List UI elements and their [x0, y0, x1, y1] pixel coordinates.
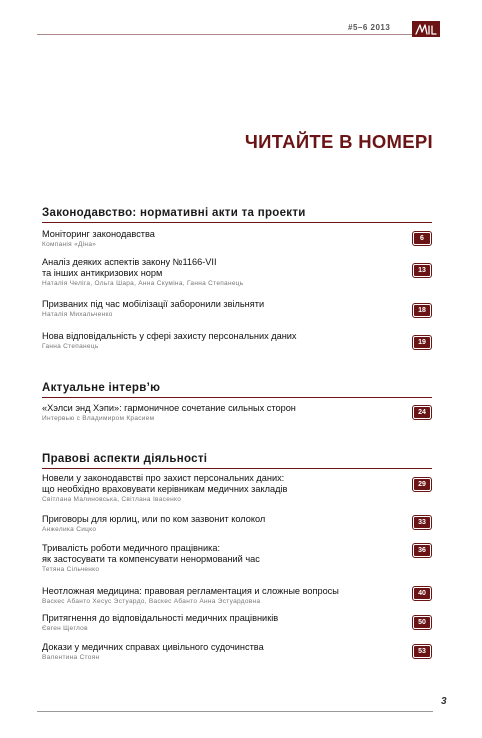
page-number-badge: 33 — [412, 515, 432, 530]
section-title: Законодавство: нормативні акти та проекти — [42, 207, 306, 219]
page-number-badge: 36 — [412, 543, 432, 558]
entry-title: Моніторинг законодавства — [42, 229, 155, 239]
toc-entry[interactable] — [42, 543, 434, 573]
entry-title: «Хэлси энд Хэпи»: гармоничное сочетание сильных сторон — [42, 403, 296, 413]
entry-author: Світлана Малиновська, Світлана Івасенко — [42, 496, 182, 503]
entry-author: Наталія Михальченко — [42, 311, 113, 318]
toc-entry[interactable] — [42, 473, 434, 503]
section-legislation — [42, 207, 434, 223]
entry-author: Валентина Стоян — [42, 654, 100, 661]
entry-author: Васкес Абанто Хесус Эстуардо, Васкес Абанто Анна Эстуардовна — [42, 598, 261, 605]
entry-author: Євген Щеглов — [42, 625, 88, 632]
entry-title-line-2: та інших антикризових норм — [42, 268, 163, 278]
logo-mark-icon — [414, 23, 438, 35]
entry-title: Неотложная медицина: правовая регламентация и сложные вопросы — [42, 586, 339, 596]
entry-author: Анжелика Сицко — [42, 526, 97, 533]
entry-title-line-2: що необхідно враховувати керівникам медичних закладів — [42, 484, 288, 494]
toc-entry[interactable] — [42, 299, 434, 318]
page-number: 3 — [441, 696, 447, 707]
entry-author: Интервью с Владимиром Красием — [42, 415, 155, 422]
entry-title-line-2: як застосувати та компенсувати ненормований час — [42, 554, 260, 564]
entry-author: Ганна Степанець — [42, 343, 99, 350]
page-number-badge: 29 — [412, 477, 432, 492]
section-title: Актуальне інтерв’ю — [42, 382, 161, 394]
toc-entry[interactable] — [42, 586, 434, 605]
entry-author: Компанія «Діна» — [42, 241, 97, 248]
toc-entry[interactable] — [42, 642, 434, 661]
entry-author: Тетяна Сільченко — [42, 566, 100, 573]
section-title: Правові аспекти діяльності — [42, 453, 208, 465]
entry-title: Новели у законодавстві про захист персональних даних: — [42, 473, 285, 483]
toc-entry[interactable] — [42, 331, 434, 350]
section-legal-aspects — [42, 453, 434, 469]
page-number-badge: 50 — [412, 615, 432, 630]
section-interview — [42, 382, 434, 398]
header-divider — [37, 34, 412, 35]
toc-entry[interactable] — [42, 229, 434, 248]
page-number-badge: 40 — [412, 586, 432, 601]
entry-title: Аналіз деяких аспектів закону №1166-VII — [42, 257, 217, 267]
entry-title: Докази у медичних справах цивільного судочинства — [42, 642, 264, 652]
page-number-badge: 24 — [412, 405, 432, 420]
footer-divider — [37, 711, 433, 712]
section-divider — [42, 222, 432, 223]
entry-title: Призвaних під час мобілізації заборонили звільняти — [42, 299, 265, 309]
section-divider — [42, 397, 432, 398]
page-number-badge: 53 — [412, 644, 432, 659]
issue-label: #5–6 2013 — [348, 23, 391, 32]
section-divider — [42, 468, 432, 469]
page-number-badge: 19 — [412, 335, 432, 350]
entry-title: Нова відповідальність у сфері захисту персональних даних — [42, 331, 297, 341]
toc-entry[interactable] — [42, 257, 434, 287]
page-number-badge: 6 — [412, 231, 432, 246]
toc-entry[interactable] — [42, 613, 434, 632]
toc-entry[interactable] — [42, 514, 434, 533]
page-title: ЧИТАЙТЕ В НОМЕРІ — [244, 131, 433, 152]
entry-author: Наталія Челіга, Ольга Шара, Анна Скуміна, Ганна Степанець — [42, 280, 244, 287]
toc-entry[interactable] — [42, 403, 434, 422]
magazine-logo — [412, 21, 440, 37]
page-number-badge: 13 — [412, 263, 432, 278]
entry-title: Притягнення до відповідальності медичних працівників — [42, 613, 279, 623]
entry-title: Тривалість роботи медичного працівника: — [42, 543, 221, 553]
entry-title: Приговоры для юрлиц, или по ком зазвонит колокол — [42, 514, 266, 524]
page-number-badge: 18 — [412, 303, 432, 318]
